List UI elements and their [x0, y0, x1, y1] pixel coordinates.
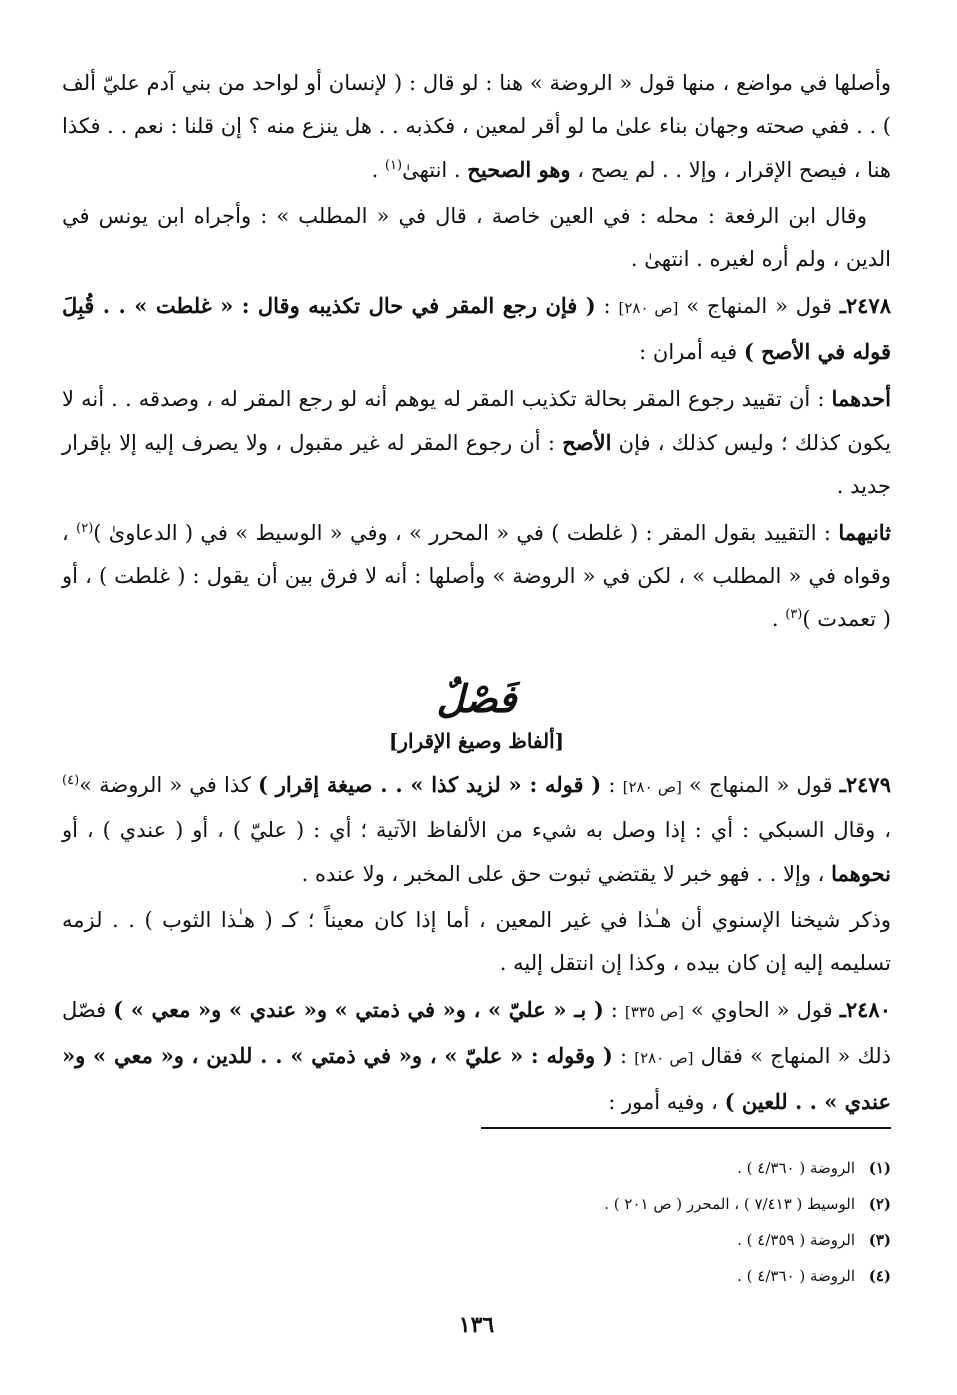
paragraph-1-bold: وهو الصحيح — [467, 157, 571, 182]
footnote-3 — [62, 1222, 891, 1258]
item-number-2478: ٢٤٧٨ـ — [839, 293, 891, 318]
paragraph-2 — [62, 195, 891, 281]
item-2480-ref-2: [ص ٢٨٠] — [634, 1049, 694, 1067]
footnote-text: الوسيط ( ٧/٤١٣ ) ، المحرر ( ص ٢٠١ ) . — [604, 1195, 855, 1213]
item-2478-first-text-a: : أن تقييد رجوع المقر بحالة تكذيب المقر له يوهم أنه لو رجع المقر له ، وصدقه . . أنه لا يكون كذلك ؛ وليس كذلك ، فإن — [62, 387, 891, 455]
item-2478 — [62, 284, 891, 374]
paragraph-1-text: وأصلها في مواضع ، منها قول « الروضة » هنا : لو قال : ( لإنسان أو لواحد من بني آدم عليّ ألف ) . . ففي صحته وجهان بناء علىٰ ما لو أقر لمعين ، فكذبه . . هل ينزع منه ؟ إن قلنا : نعم . . فكذا هنا ، فيصح الإقرار ، وإلا . . لم يصح ، — [62, 71, 891, 182]
item-2478-first-label: أحدهما — [831, 386, 891, 411]
item-2479-colon: : — [601, 773, 623, 797]
item-2478-quote: ( فإن رجع المقر في حال تكذيبه وقال : « غلطت » . . قُبِلَ قوله في الأصح ) — [62, 293, 891, 364]
item-2480-intro: قول « الحاوي » — [684, 998, 840, 1022]
footnote-1 — [62, 1150, 891, 1186]
footnote-2 — [62, 1186, 891, 1222]
page-number: ١٣٦ — [458, 1312, 495, 1338]
footnote-number: (٤) — [868, 1267, 891, 1285]
footnote-text: الروضة ( ٤/٣٦٠ ) . — [737, 1159, 855, 1177]
item-2479-text-c: ، وإلا . . فهو خبر لا يقتضي ثبوت حق على المخبر ، ولا عنده . — [301, 862, 832, 886]
item-2479-bold: نحوهما — [831, 861, 891, 886]
item-2478-first — [62, 377, 891, 508]
item-2480-colon: : — [603, 998, 625, 1022]
item-2480-text-a: فصّل ذلك « المنهاج » فقال — [62, 998, 891, 1068]
section-subtitle: [ألفاظ وصيغ الإقرار] — [388, 729, 565, 753]
footnote-number: (٣) — [868, 1231, 891, 1249]
item-2478-second — [62, 511, 891, 641]
item-2478-colon: : — [595, 294, 619, 318]
footnote-text: الروضة ( ٤/٣٦٠ ) . — [737, 1267, 855, 1285]
item-2478-intro: قول « المنهاج » — [678, 294, 840, 318]
footnote-divider — [481, 1127, 891, 1129]
footnote-4 — [62, 1258, 891, 1294]
item-2478-first-bold: الأصح — [562, 430, 612, 455]
footnote-text: الروضة ( ٤/٣٥٩ ) . — [737, 1231, 855, 1249]
section-header — [62, 675, 891, 759]
paragraph-2-text: وقال ابن الرفعة : محله : في العين خاصة ، قال في « المطلب » : وأجراه ابن يونس في الدين ، ولم أره لغيره . انتهىٰ . — [62, 204, 891, 271]
item-2479-ref: [ص ٢٨٠] — [622, 778, 682, 796]
item-2480-ref: [ص ٣٣٥] — [624, 1003, 685, 1021]
item-2478-second-text-b: ، وقواه في « المطلب » ، لكن في « الروضة » وأصلها : أنه لا فرق بين أن يقول : ( غلطت ) ، أو ( تعمدت ) — [62, 521, 891, 631]
item-2480 — [62, 988, 891, 1124]
item-2480-quote: ( بـ « عليّ » ، و« في ذمتي » و« عندي » و« معي » ) — [113, 997, 604, 1022]
item-2480-text-c: ، وفيه أمور : — [608, 1090, 725, 1114]
item-2479-text-a: كذا في « الروضة » — [79, 773, 258, 797]
paragraph-1-tail: . — [371, 158, 385, 182]
item-2478-first-text-b: : أن رجوع المقر له غير مقبول ، ولا يصرف إليه إلا بإقرار جديد . — [62, 431, 891, 498]
item-2478-after: فيه أمران : — [639, 340, 744, 364]
item-2479-text-b: ، وقال السبكي : أي : إذا وصل به شيء من الألفاظ الآتية ؛ أي : ( عليّ ) ، أو ( عندي ) ، أو — [62, 818, 891, 842]
footnotes — [62, 1150, 891, 1294]
item-number-2480: ٢٤٨٠ـ — [839, 997, 891, 1022]
footnote-ref-3[interactable]: (٣) — [785, 607, 803, 622]
footnote-ref-4[interactable]: (٤) — [62, 773, 80, 788]
item-2479 — [62, 763, 891, 896]
item-number-2479: ٢٤٧٩ـ — [839, 772, 891, 797]
item-2478-ref: [ص ٢٨٠] — [618, 299, 679, 317]
footnote-number: (١) — [868, 1159, 891, 1177]
footnote-number: (٢) — [868, 1195, 891, 1213]
paragraph-1-end: . انتهىٰ — [402, 158, 468, 182]
paragraph-1 — [62, 62, 891, 192]
item-2480-quote-2: ( وقوله : « عليّ » ، و« في ذمتي » . . للدين ، و« معي » و« عندي » . . للعين ) — [62, 1043, 891, 1114]
item-2478-second-tail: . — [771, 607, 786, 631]
item-2479-intro: قول « المنهاج » — [681, 773, 840, 797]
item-2479-quote: ( قوله : « لزيد كذا » . . صيغة إقرار ) — [257, 772, 602, 797]
item-2479-para-2 — [62, 899, 891, 985]
footnote-ref-1[interactable]: (١) — [384, 158, 403, 173]
page-body — [62, 62, 891, 1395]
footnote-ref-2[interactable]: (٢) — [76, 521, 94, 536]
item-2478-second-text-a: : التقييد بقول المقر : ( غلطت ) في « المحرر » ، وفي « الوسيط » في ( الدعاوىٰ ) — [93, 521, 839, 545]
section-title: فَصْلٌ — [436, 676, 517, 721]
item-2480-text-b: : — [612, 1044, 635, 1068]
item-2478-second-label: ثانيهما — [838, 520, 891, 545]
item-2479-para-2-text: وذكر شيخنا الإسنوي أن هـٰذا في غير المعين ، أما إذا كان معيناً ؛ كـ ( هـٰذا الثوب ) . . لزمه تسليمه إليه إن كان بيده ، وكذا إن انتقل إليه . — [62, 908, 891, 975]
